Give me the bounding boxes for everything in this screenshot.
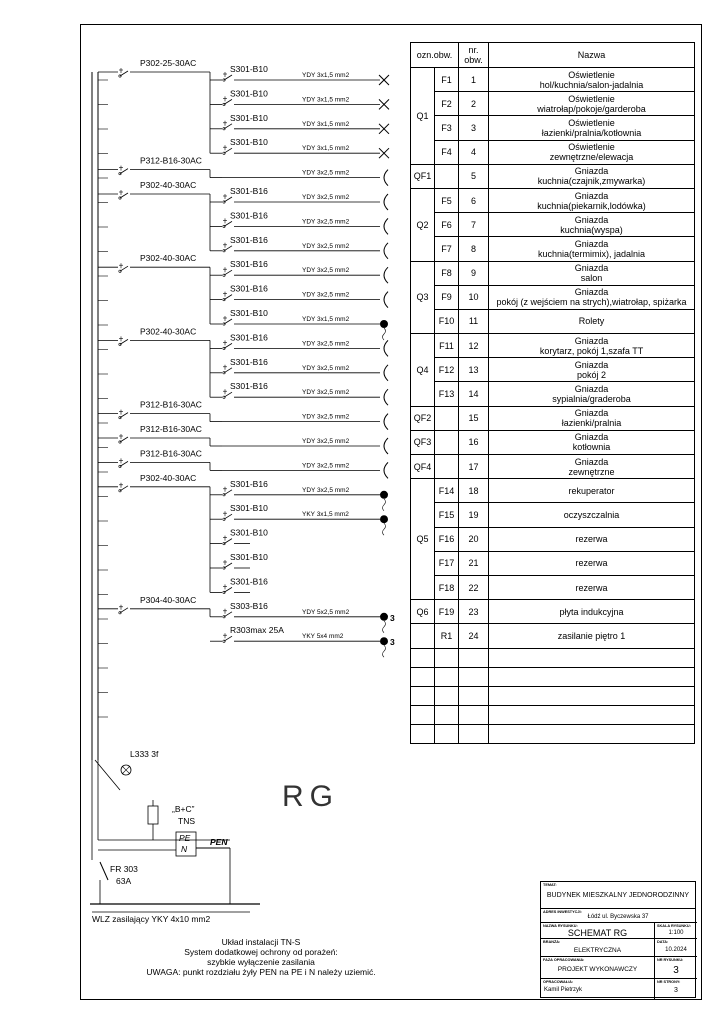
legend-empty-row [411, 667, 695, 686]
cable-label: YDY 3x1,5 mm2 [302, 96, 350, 104]
cable-label: YDY 3x2,5 mm2 [302, 462, 350, 470]
main-breaker-label: P302-40-30AC [140, 326, 197, 337]
legend-row [411, 237, 695, 261]
legend-number: 19 [459, 503, 489, 527]
device-symbol [380, 320, 388, 328]
legend-row [411, 334, 695, 358]
legend-row [411, 188, 695, 212]
legend-group: Q2 [411, 188, 435, 261]
author: Kamil Pietrzyk [544, 987, 583, 993]
drawing-name: SCHEMAT RG [567, 928, 628, 938]
project-subject: BUDYNEK MIESZKALNY JEDNORODZINNY [546, 892, 690, 899]
circuit-breaker-label: S301-B16 [230, 478, 268, 489]
legend-fuse: F18 [435, 575, 459, 599]
legend-number: 1 [459, 68, 489, 92]
legend-number: 13 [459, 358, 489, 382]
note-line: UWAGA: punkt rozdziału żyły PEN na PE i N należy uziemić. [146, 967, 376, 977]
legend-name: Gniazda pokój 2 [489, 358, 695, 382]
circuit-breaker-label: S301-B16 [230, 576, 268, 587]
legend-row [411, 479, 695, 503]
socket-symbol [384, 292, 388, 308]
main-breaker-label: P302-40-30AC [140, 180, 197, 190]
legend-name: Gniazda kuchnia(wyspa) [489, 213, 695, 237]
page-number: 3 [674, 987, 678, 994]
legend-row [411, 358, 695, 382]
three-phase-mark: 3 [390, 637, 395, 648]
cable-label: YDY 3x2,5 mm2 [302, 364, 350, 372]
legend-row [411, 213, 695, 237]
legend-name: Oświetlenie wiatrołap/pokoje/garderoba [489, 92, 695, 116]
cable-label: YDY 3x2,5 mm2 [302, 218, 350, 226]
legend-fuse: F8 [435, 261, 459, 285]
cable-label: YDY 3x2,5 mm2 [302, 486, 350, 494]
circuit-breaker-label: S301-B10 [230, 552, 268, 562]
main-breaker-label: P312-B16-30AC [140, 399, 202, 410]
socket-symbol [384, 365, 388, 381]
device-lead [383, 328, 386, 340]
legend-fuse: R1 [435, 624, 459, 648]
legend-fuse: F6 [435, 213, 459, 237]
legend-row [411, 92, 695, 116]
legend-group: QF3 [411, 430, 435, 454]
device-lead [383, 499, 386, 511]
surge-arrester-icon [148, 806, 158, 824]
pe-label: PE [179, 833, 191, 843]
legend-name: Gniazda zewnętrzne [489, 455, 695, 479]
legend-fuse: F9 [435, 285, 459, 309]
legend-empty-row [411, 706, 695, 725]
legend-fuse: F1 [435, 68, 459, 92]
cable-label: YDY 3x2,5 mm2 [302, 267, 350, 275]
legend-name: Gniazda kuchnia(termimix), jadalnia [489, 237, 695, 261]
legend-number: 18 [459, 479, 489, 503]
circuit-legend-table [410, 42, 695, 744]
legend-row [411, 116, 695, 140]
legend-name: płyta indukcyjna [489, 600, 695, 624]
legend-fuse [435, 406, 459, 430]
discipline: ELEKTRYCZNA [573, 947, 622, 954]
legend-row [411, 309, 695, 333]
legend-number: 16 [459, 430, 489, 454]
legend-empty-row [411, 725, 695, 744]
caption-opracowal: OPRACOWAŁ/A: [543, 980, 574, 984]
device-symbol [380, 491, 388, 499]
legend-group: QF2 [411, 406, 435, 430]
legend-group: QF1 [411, 164, 435, 188]
socket-symbol [384, 243, 388, 259]
indicator-lamp-label: L333 3f [130, 749, 159, 759]
legend-fuse: F14 [435, 479, 459, 503]
note-line: System dodatkowej ochrony od porażeń: [184, 947, 338, 957]
circuit-breaker-label: S301-B10 [230, 112, 268, 123]
legend-name: Gniazda łazienki/pralnia [489, 406, 695, 430]
main-breaker-label: P312-B16-30AC [140, 448, 202, 459]
legend-row [411, 430, 695, 454]
legend-fuse: F16 [435, 527, 459, 551]
cable-label: YKY 5x4 mm2 [302, 633, 344, 641]
caption-adres: ADRES INWESTYCJI: [543, 910, 582, 914]
legend-row [411, 68, 695, 92]
legend-group [411, 624, 435, 648]
circuit-breaker-label: S301-B10 [230, 88, 268, 99]
circuit-breaker-label: S301-B16 [230, 332, 268, 343]
legend-name: rezerwa [489, 527, 695, 551]
caption-branza: BRANŻA: [543, 940, 561, 944]
legend-name: Oświetlenie łazienki/pralnia/kotłownia [489, 116, 695, 140]
legend-name: rezerwa [489, 551, 695, 575]
device-lead [383, 523, 386, 535]
device-lead [383, 621, 386, 633]
legend-fuse [435, 455, 459, 479]
circuit-breaker-label: S301-B16 [230, 259, 268, 270]
spd-sub-label: TNS [178, 816, 195, 826]
legend-number: 23 [459, 600, 489, 624]
circuit-breaker-label: S301-B10 [230, 308, 268, 318]
legend-row [411, 600, 695, 624]
legend-row [411, 382, 695, 406]
legend-number: 17 [459, 455, 489, 479]
note-line: Układ instalacji TN-S [221, 937, 301, 947]
socket-symbol [384, 438, 388, 454]
legend-fuse: F10 [435, 309, 459, 333]
legend-row [411, 164, 695, 188]
caption-skala: SKALA RYSUNKU: [657, 924, 691, 928]
circuit-breaker-label: S301-B16 [230, 186, 268, 196]
caption-data: DATA: [657, 940, 669, 944]
circuit-breaker-label: S301-B10 [230, 527, 268, 538]
circuit-breaker-label: R303max 25A [230, 625, 284, 636]
legend-fuse: F4 [435, 140, 459, 164]
main-breaker-label: P302-40-30AC [140, 472, 197, 483]
installation-notes [96, 937, 426, 977]
cable-label: YDY 3x1,5 mm2 [302, 72, 350, 79]
legend-name: Rolety [489, 309, 695, 333]
legend-number: 11 [459, 309, 489, 333]
legend-name: rekuperator [489, 479, 695, 503]
header-no: nr. obw. [459, 43, 489, 68]
legend-group: Q5 [411, 479, 435, 600]
legend-row [411, 551, 695, 575]
legend-empty-row [411, 686, 695, 705]
legend-fuse [435, 430, 459, 454]
drawing-date: 10.2024 [665, 947, 687, 953]
board-name: RG [282, 780, 339, 813]
device-symbol [380, 613, 388, 621]
n-label: N [181, 844, 188, 854]
legend-number: 2 [459, 92, 489, 116]
legend-name: zasilanie piętro 1 [489, 624, 695, 648]
legend-name: Gniazda kuchnia(piekarnik,lodówka) [489, 188, 695, 212]
three-phase-mark: 3 [390, 612, 395, 623]
legend-row [411, 575, 695, 599]
cable-label: YDY 3x1,5 mm2 [302, 316, 350, 323]
legend-name: oczyszczalnia [489, 503, 695, 527]
design-phase: PROJEKT WYKONAWCZY [557, 966, 638, 973]
legend-number: 8 [459, 237, 489, 261]
cable-label: YDY 3x2,5 mm2 [302, 291, 350, 299]
circuit-breaker-label: S301-B10 [230, 503, 268, 514]
drawing-scale: 1:100 [668, 930, 684, 936]
legend-group: Q3 [411, 261, 435, 334]
legend-name: Oświetlenie hol/kuchnia/salon-jadalnia [489, 68, 695, 92]
main-breaker-label: P304-40-30AC [140, 594, 197, 605]
supply-cable-label: WLZ zasilający YKY 4x10 mm2 [92, 914, 211, 924]
cable-label: YKY 3x1,5 mm2 [302, 511, 349, 519]
legend-group: Q6 [411, 600, 435, 624]
caption-temat: TEMAT: [543, 883, 557, 887]
legend-row [411, 527, 695, 551]
legend-number: 15 [459, 406, 489, 430]
circuit-breaker-label: S301-B16 [230, 210, 268, 221]
main-switch-rating: 63A [116, 876, 132, 886]
main-breaker-label: P302-40-30AC [140, 253, 197, 264]
legend-name: rezerwa [489, 575, 695, 599]
legend-name: Oświetlenie zewnętrzne/elewacja [489, 140, 695, 164]
legend-fuse [435, 164, 459, 188]
legend-fuse: F2 [435, 92, 459, 116]
legend-fuse: F19 [435, 600, 459, 624]
circuit-breaker-label: S301-B16 [230, 283, 268, 294]
cable-label: YDY 3x2,5 mm2 [302, 340, 350, 348]
legend-group: Q4 [411, 334, 435, 407]
legend-fuse: F11 [435, 334, 459, 358]
caption-faza: FAZA OPRACOWANIA: [543, 958, 585, 962]
socket-symbol [384, 170, 388, 186]
legend-name: Gniazda salon [489, 261, 695, 285]
legend-number: 9 [459, 261, 489, 285]
legend-number: 22 [459, 575, 489, 599]
legend-number: 6 [459, 188, 489, 212]
legend-row [411, 140, 695, 164]
legend-fuse: F7 [435, 237, 459, 261]
cable-label: YDY 3x1,5 mm2 [302, 145, 350, 153]
legend-number: 14 [459, 382, 489, 406]
socket-symbol [384, 267, 388, 283]
socket-symbol [384, 389, 388, 405]
device-symbol [380, 515, 388, 523]
pen-label: PEN [210, 837, 228, 847]
socket-symbol [384, 194, 388, 210]
device-lead [383, 645, 386, 657]
legend-name: Gniazda kuchnia(czajnik,zmywarka) [489, 164, 695, 188]
legend-row [411, 624, 695, 648]
cable-label: YDY 3x2,5 mm2 [302, 413, 350, 421]
main-switch-label: FR 303 [110, 864, 138, 874]
caption-nr-rysunku: NR RYSUNKU: [657, 958, 684, 962]
lamp-lead [95, 760, 120, 790]
cable-label: YDY 5x2,5 mm2 [302, 608, 350, 616]
header-group: ozn.obw. [411, 43, 459, 68]
legend-row [411, 261, 695, 285]
caption-rysunek: NAZWA RYSUNKU: [543, 924, 578, 928]
legend-name: Gniazda kotłownia [489, 430, 695, 454]
legend-fuse: F5 [435, 188, 459, 212]
cable-label: YDY 3x2,5 mm2 [302, 194, 350, 201]
legend-number: 4 [459, 140, 489, 164]
cable-label: YDY 3x2,5 mm2 [302, 389, 350, 397]
legend-number: 3 [459, 116, 489, 140]
drawing-number: 3 [673, 965, 679, 976]
main-switch-contact [100, 862, 108, 880]
legend-row [411, 455, 695, 479]
switch-pivot [223, 103, 225, 105]
legend-fuse: F12 [435, 358, 459, 382]
device-symbol [380, 637, 388, 645]
circuit-breaker-label: S301-B16 [230, 234, 268, 245]
legend-number: 10 [459, 285, 489, 309]
legend-fuse: F3 [435, 116, 459, 140]
circuit-breaker-label: S301-B16 [230, 356, 268, 367]
circuit-breaker-label: S301-B10 [230, 137, 268, 148]
cable-label: YDY 3x2,5 mm2 [302, 438, 350, 445]
legend-row [411, 406, 695, 430]
legend-number: 5 [459, 164, 489, 188]
socket-symbol [384, 462, 388, 478]
legend-number: 21 [459, 551, 489, 575]
note-line: szybkie wyłączenie zasilania [207, 957, 315, 967]
socket-symbol [384, 414, 388, 430]
legend-number: 24 [459, 624, 489, 648]
legend-row [411, 285, 695, 309]
caption-nr-strony: NR STRONY: [657, 980, 681, 984]
circuit-breaker-label: S303-B16 [230, 600, 268, 611]
legend-fuse: F17 [435, 551, 459, 575]
main-breaker-label: P302-25-30AC [140, 58, 197, 68]
spd-label: „B+C” [172, 804, 195, 814]
legend-empty-row [411, 648, 695, 667]
legend-fuse: F13 [435, 382, 459, 406]
legend-name: Gniazda pokój (z wejściem na strych),wiatrołap, spiżarka [489, 285, 695, 309]
cable-label: YDY 3x2,5 mm2 [302, 242, 350, 250]
project-address: Łódź ul. Byczewska 37 [587, 914, 649, 920]
circuit-breaker-label: S301-B16 [230, 381, 268, 392]
legend-name: Gniazda sypialnia/graderoba [489, 382, 695, 406]
cable-label: YDY 3x2,5 mm2 [302, 169, 350, 177]
cable-label: YDY 3x1,5 mm2 [302, 120, 350, 128]
legend-number: 12 [459, 334, 489, 358]
legend-number: 7 [459, 213, 489, 237]
socket-symbol [384, 218, 388, 234]
legend-group: QF4 [411, 455, 435, 479]
main-breaker-label: P312-B16-30AC [140, 155, 202, 166]
legend-row [411, 503, 695, 527]
title-block [540, 881, 696, 998]
legend-number: 20 [459, 527, 489, 551]
socket-symbol [384, 340, 388, 356]
main-breaker-label: P312-B16-30AC [140, 424, 202, 434]
legend-name: Gniazda korytarz, pokój 1,szafa TT [489, 334, 695, 358]
header-name: Nazwa [489, 43, 695, 68]
legend-fuse: F15 [435, 503, 459, 527]
circuit-breaker-label: S301-B10 [230, 64, 268, 74]
legend-group: Q1 [411, 68, 435, 165]
